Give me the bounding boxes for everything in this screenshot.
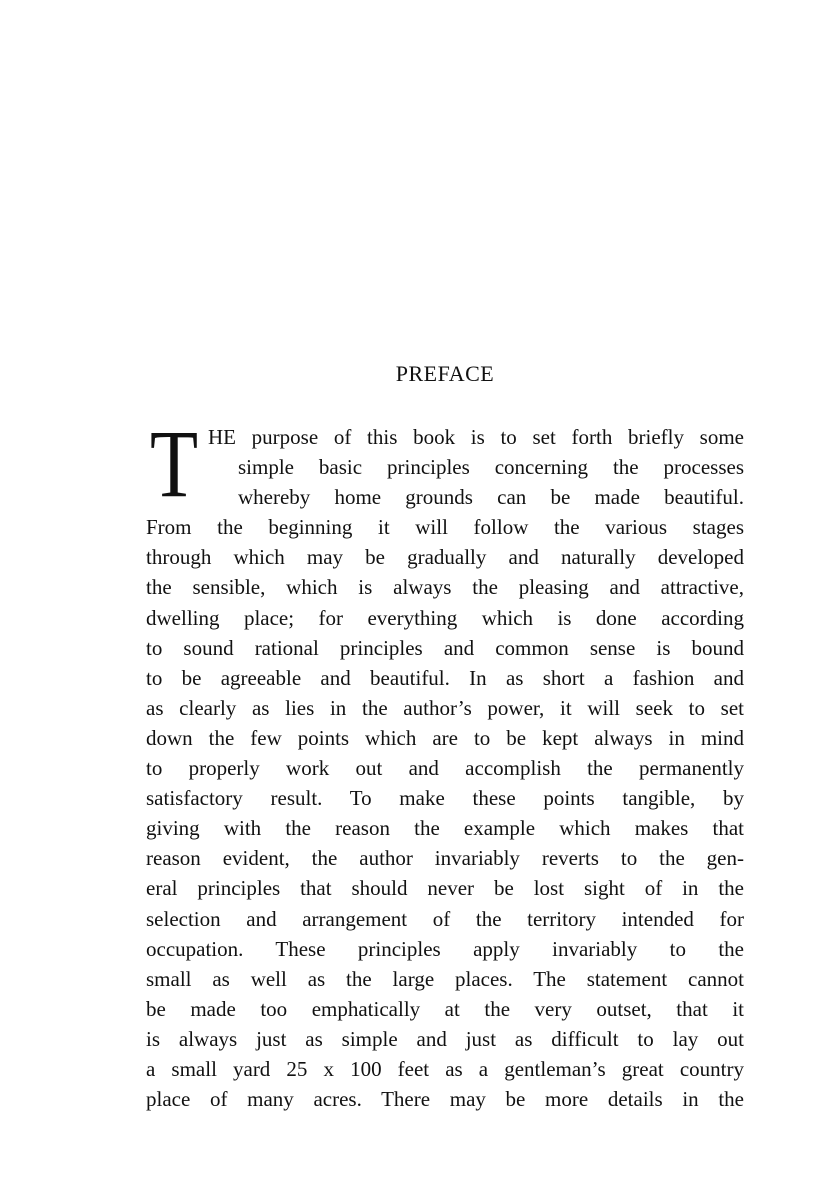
text-line: dwelling place; for everything which is done according bbox=[146, 605, 744, 630]
text-line: selection and arrangement of the territory intended for bbox=[146, 906, 744, 931]
text-line: satisfactory result. To make these points tangible, by bbox=[146, 786, 744, 811]
page-title: PREFACE bbox=[395, 361, 495, 386]
text-line: to properly work out and accomplish the permanently bbox=[146, 756, 744, 781]
text-line: small as well as the large places. The statement cannot bbox=[146, 966, 744, 991]
text-line: to be agreeable and beautiful. In as short a fashion and bbox=[146, 665, 744, 690]
text-line: a small yard 25 x 100 feet as a gentleman’s great country bbox=[146, 1056, 744, 1081]
text-line: eral principles that should never be lost sight of in the bbox=[146, 876, 744, 901]
text-line: place of many acres. There may be more details in the bbox=[146, 1087, 744, 1112]
text-line: be made too emphatically at the very outset, that it bbox=[146, 996, 744, 1021]
text-line: HE purpose of this book is to set forth briefly some bbox=[208, 425, 744, 449]
text-line: is always just as simple and just as difficult to lay out bbox=[146, 1026, 744, 1051]
text-line: the sensible, which is always the pleasing and attractive, bbox=[146, 575, 744, 600]
text-line: simple basic principles concerning the processes bbox=[238, 455, 744, 480]
text-line: down the few points which are to be kept always in mind bbox=[146, 725, 744, 750]
text-line: reason evident, the author invariably reverts to the gen- bbox=[146, 846, 744, 871]
text-line: giving with the reason the example which makes that bbox=[146, 816, 744, 841]
text-line: as clearly as lies in the author’s power, it will seek to set bbox=[146, 695, 744, 720]
text-line: occupation. These principles apply invariably to the bbox=[146, 936, 744, 961]
drop-cap: T bbox=[150, 410, 199, 517]
preface-body bbox=[146, 410, 744, 1114]
text-line: From the beginning it will follow the various stages bbox=[146, 515, 744, 540]
text-line: to sound rational principles and common sense is bound bbox=[146, 635, 744, 660]
text-line: whereby home grounds can be made beautiful. bbox=[238, 485, 744, 510]
text-line: through which may be gradually and naturally developed bbox=[146, 545, 744, 570]
